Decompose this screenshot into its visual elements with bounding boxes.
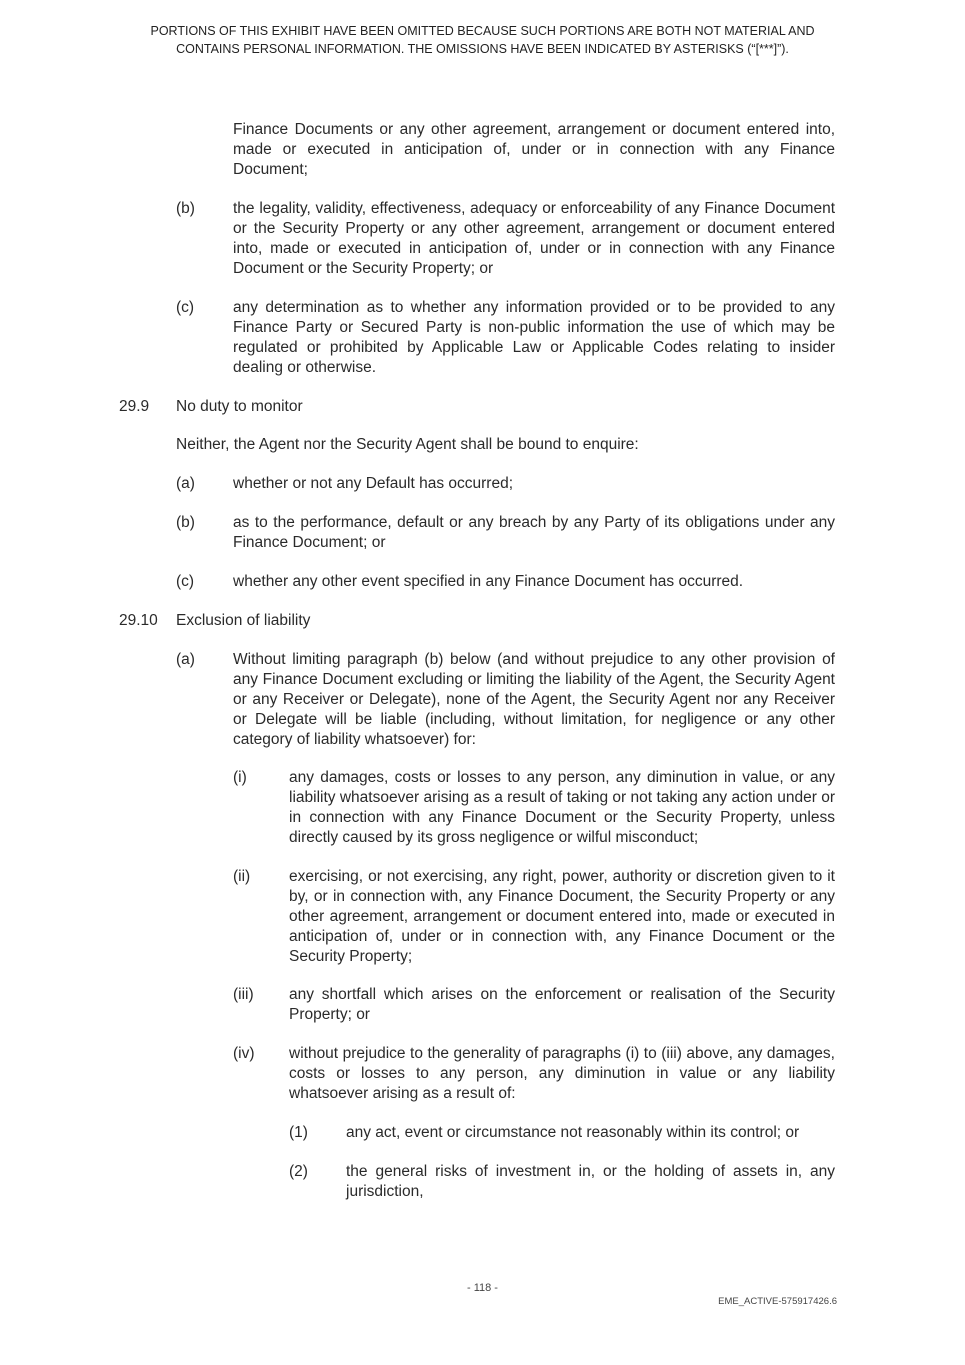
page-header <box>0 22 965 58</box>
subitem-text: any damages, costs or losses to any person, any diminution in value, or any liability whatsoever arising as a result of taking or not taking any action under or in connection with any Finance Document or the Security Property, unless directly caused by its gross negligence or wilful misconduct; <box>289 769 835 846</box>
item-label: (a) <box>176 651 195 668</box>
item-text: Without limiting paragraph (b) below (and without prejudice to any other provision of any Finance Document excluding or limiting the liability of the Agent, the Security Agent or any Receiver or Delegate), none of the Agent, the Security Agent nor any Receiver or Delegate will be liable (including, without limitation, for negligence or any other category of liability whatsoever) for: <box>233 651 835 748</box>
subsubitem-text: any act, event or circumstance not reasonably within its control; or <box>346 1124 800 1141</box>
subitem-text: any shortfall which arises on the enforcement or realisation of the Security Property; or <box>289 986 835 1023</box>
document-reference: EME_ACTIVE-575917426.6 <box>718 1296 837 1307</box>
subsubitem-label: (1) <box>289 1124 308 1141</box>
subitem-label: (i) <box>233 769 247 786</box>
item-text: whether or not any Default has occurred; <box>233 475 514 492</box>
header-line-1: PORTIONS OF THIS EXHIBIT HAVE BEEN OMITTED BECAUSE SUCH PORTIONS ARE BOTH NOT MATERIAL AND <box>150 24 815 38</box>
header-line-2: CONTAINS PERSONAL INFORMATION. THE OMISSIONS HAVE BEEN INDICATED BY ASTERISKS (“[***]”). <box>176 42 789 56</box>
section-intro: Neither, the Agent nor the Security Agent shall be bound to enquire: <box>176 436 639 453</box>
subitem-text: exercising, or not exercising, any right, power, authority or discretion given to it by, or in connection with, any Finance Document, the Security Property or any other agreement, arrangement or document entered into, made or executed in anticipation of, under or in connection with, any Finance Document or the Security Property; <box>289 868 835 965</box>
section-number: 29.10 <box>119 612 158 629</box>
continuation-paragraph: Finance Documents or any other agreement, arrangement or document entered into, made or executed in anticipation of, under or in connection with any Finance Document; <box>233 121 835 178</box>
page-number: - 118 - <box>467 1282 498 1294</box>
item-label: (a) <box>176 475 195 492</box>
subitem-label: (ii) <box>233 868 251 885</box>
item-label: (b) <box>176 514 195 531</box>
section-number: 29.9 <box>119 398 150 415</box>
subitem-label: (iv) <box>233 1045 255 1062</box>
item-text: the legality, validity, effectiveness, adequacy or enforceability of any Finance Document or the Security Property or any other agreement, arrangement or document entered into, made or executed in anticipation of, under or in connection with any Finance Document or the Security Property; or <box>233 200 835 277</box>
item-text: any determination as to whether any information provided or to be provided to any Finance Party or Secured Party is non-public information the use of which may be regulated or prohibited by Applicable Law or Applicable Codes relating to insider dealing or otherwise. <box>233 299 835 376</box>
item-label: (c) <box>176 299 195 316</box>
item-text: as to the performance, default or any breach by any Party of its obligations under any Finance Document; or <box>233 514 835 551</box>
item-label: (b) <box>176 200 195 217</box>
subsubitem-label: (2) <box>289 1163 308 1180</box>
section-title: Exclusion of liability <box>176 612 311 629</box>
subitem-label: (iii) <box>233 986 254 1003</box>
section-title: No duty to monitor <box>176 398 303 415</box>
item-text: whether any other event specified in any Finance Document has occurred. <box>233 573 744 590</box>
subitem-text: without prejudice to the generality of paragraphs (i) to (iii) above, any damages, costs or losses to any person, any diminution in value or any liability whatsoever arising as a result of: <box>289 1045 835 1102</box>
item-label: (c) <box>176 573 195 590</box>
subsubitem-text: the general risks of investment in, or the holding of assets in, any jurisdiction, <box>346 1163 835 1200</box>
